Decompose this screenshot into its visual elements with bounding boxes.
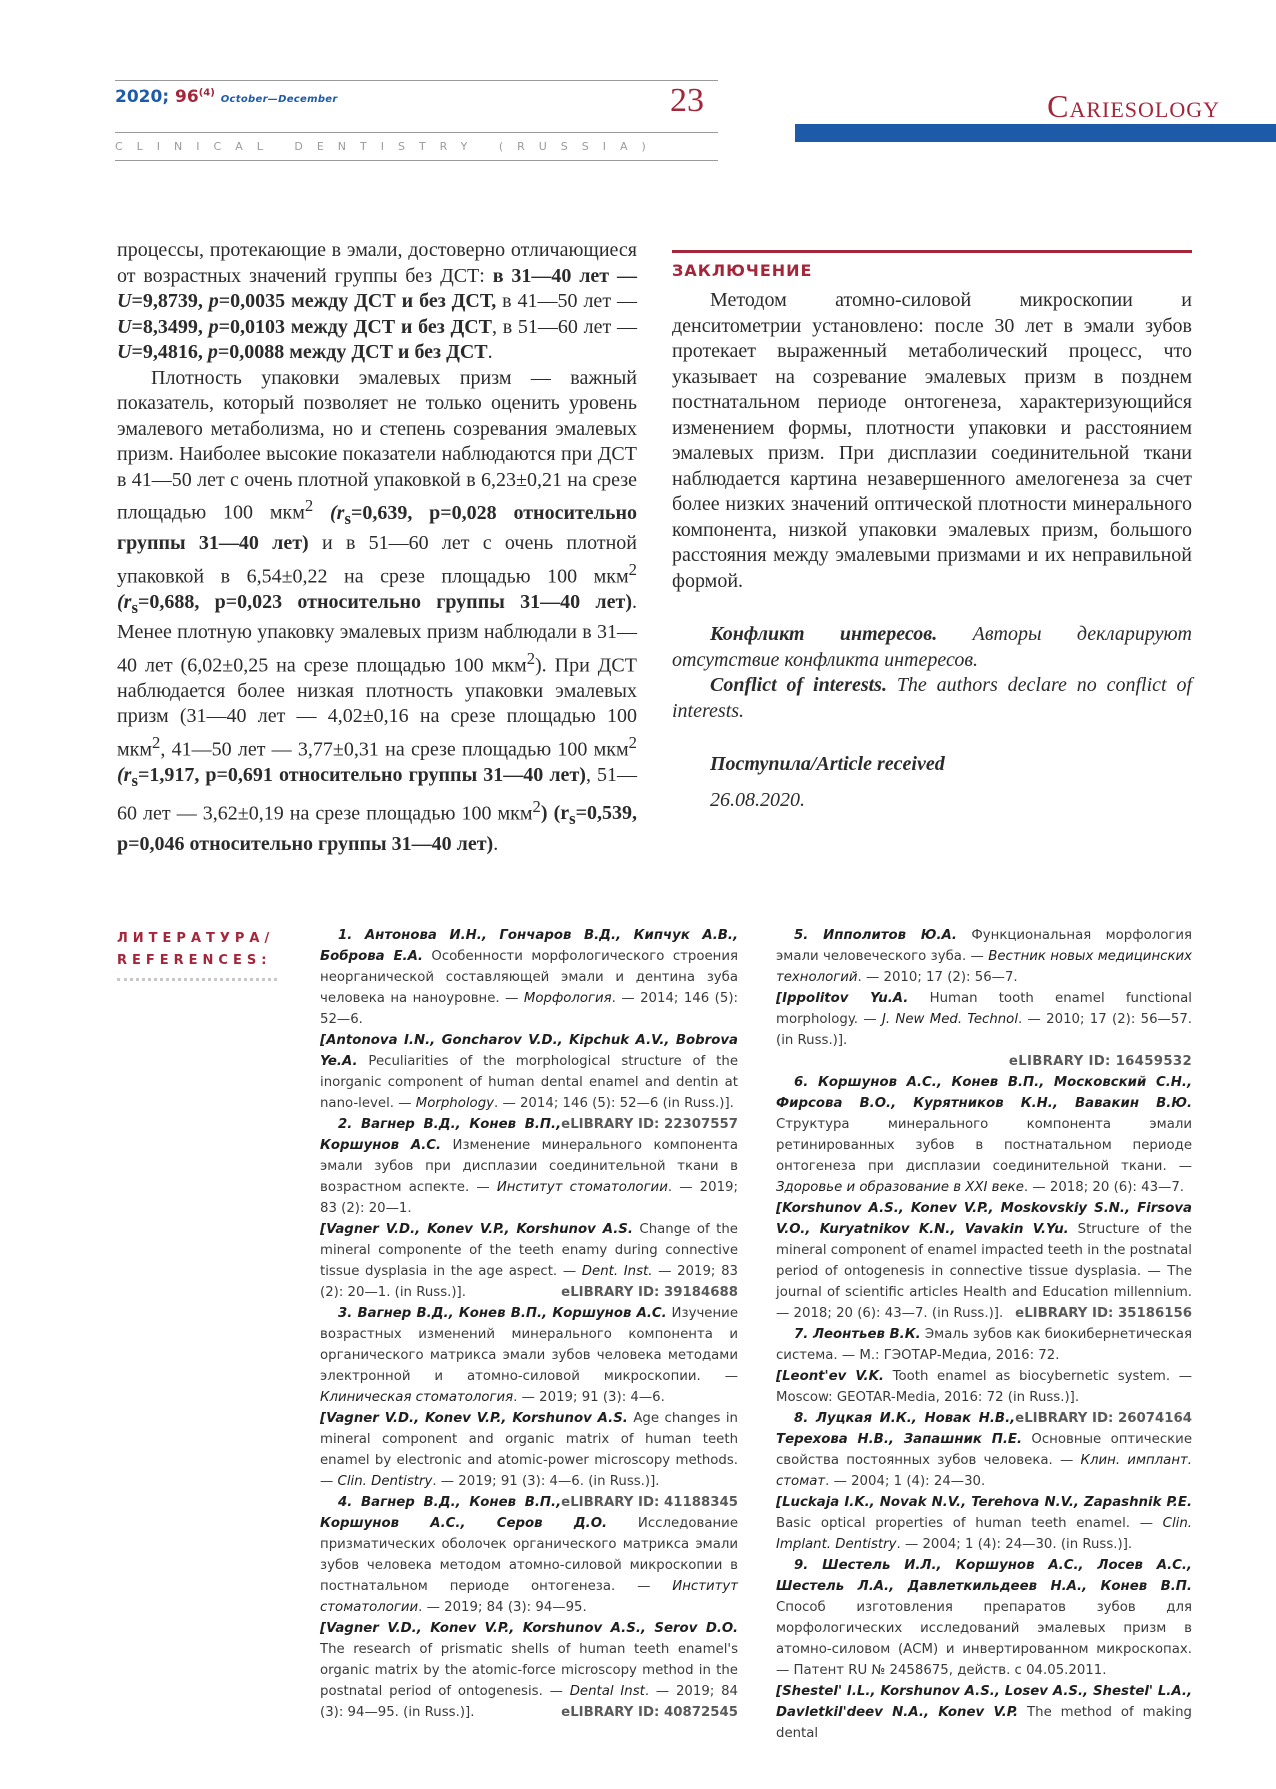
reference-6-en: [Korshunov A.S., Konev V.P., Moskovskiy S.N., Firsova V.O., Kuryatnikov K.N., Vavakin V.Yu. Structure of the mineral component of enamel impacted teeth in the postnatal period of ontogenesis in connective tissue dysplasia. — The journal of scientific articles Health and Education millennium. — 2018; 20 (6): 43—7. (in Russ.)]. eLIBRARY ID: 35186156 [776,1198,1192,1324]
issue-info [115,87,338,107]
section-title: Cariesology [1047,88,1220,124]
conclusion-title: ЗАКЛЮЧЕНИЕ [672,261,813,280]
p1-bold-3: U=9,4816, p=0,0088 между ДСТ и без ДСТ [117,341,488,363]
reference-2: 2. Вагнер В.Д., Конев В.П., Коршунов А.С. Изменение минерального компонента эмали зубов при дисплазии соединительной ткани в возрастном аспекте. — Институт стоматологии. — 2019; 83 (2): 20—1. [320,1117,738,1216]
issue-number: (4) [198,87,215,99]
reference-5: 5. Ипполитов Ю.А. Функциональная морфология эмали человеческого зуба. — Вестник новых медицинских технологий. — 2010; 17 (2): 56—7. [776,928,1192,985]
reference-8-en: [Luckaja I.K., Novak N.V., Terehova N.V., Zapashnik P.E. Basic optical properties of human teeth enamel. — Clin. Implant. Dentistry. — 2004; 1 (4): 24—30. (in Russ.)]. [776,1495,1192,1552]
reference-8: 8. Луцкая И.К., Новак Н.В., Терехова Н.В., Запашник П.Е. Основные оптические свойства постоянных зубов человека. — Клин. имплант. стомат. — 2004; 1 (4): 24—30. [776,1411,1192,1489]
elibrary-id: eLIBRARY ID: 40872545 [561,1705,738,1720]
received-block [672,752,1192,813]
reference-3-en: [Vagner V.D., Konev V.P., Korshunov A.S. Age changes in mineral component and organic matrix of human teeth enamel by electronic and atomic-power microscopy methods. — Clin. Dentistry. — 2019; 91 (3): 4—6. (in Russ.)]. eLIBRARY ID: 41188345 [320,1408,738,1492]
reference-1-en: [Antonova I.N., Goncharov V.D., Kipchuk A.V., Bobrova Ye.A. Peculiarities of the morphological structure of the inorganic component of human dental enamel and dentin at nano-level. — Morphology. — 2014; 146 (5): 52—6 (in Russ.)]. eLIBRARY ID: 22307557 [320,1030,738,1114]
reference-2-en: [Vagner V.D., Konev V.P., Korshunov A.S. Change of the mineral componente of the teeth enamy during connective tissue dysplasia in the age aspect. — Dent. Inst. — 2019; 83 (2): 20—1. (in Russ.)]. eLIBRARY ID: 39184688 [320,1219,738,1303]
page-number: 23 [670,82,704,119]
references-label [117,928,274,972]
reference-1: 1. Антонова И.Н., Гончаров В.Д., Кипчук А.В., Боброва Е.А. Особенности морфологического строения неорганической составляющей эмали и дентина зуба человека на наноуровне. — Морфология. — 2014; 146 (5): 52—6. [320,928,738,1027]
references-dots [117,978,277,981]
journal-name: CLINICAL DENTISTRY (RUSSIA) [115,140,660,153]
elibrary-id: eLIBRARY ID: 39184688 [561,1285,738,1300]
p1-text-2: в 41—50 лет — [496,290,637,312]
paragraph-1: процессы, протекающие в эмали, достоверно отличающиеся от возрастных значений группы без ДСТ: в 31—40 лет — U=9,8739, p=0,0035 между ДСТ и без ДСТ, в 41—50 лет — U=8,3499, p=0,0103 между ДСТ и без ДСТ, в 51—60 лет — U=9,4816, p=0,0088 между ДСТ и без ДСТ. [117,239,637,363]
elibrary-id: eLIBRARY ID: 22307557 [561,1117,738,1132]
conflict-ru: Конфликт интересов. Авторы декларируют отсутствие конфликта интересов. [672,623,1192,671]
elibrary-id: eLIBRARY ID: 16459532 [1008,1054,1192,1069]
section-bar [795,124,1276,142]
reference-3: 3. Вагнер В.Д., Конев В.П., Коршунов А.С. Изучение возрастных изменений минерального компонента и органического матрикса эмали зубов человека методами электронной и атомно-силовой микроскопии. — Клиническая стоматология. — 2019; 91 (3): 4—6. [320,1306,739,1405]
elibrary-id: eLIBRARY ID: 26074164 [1015,1411,1192,1426]
p1-bold-1: в 31—40 лет — U=9,8739, p=0,0035 между ДСТ и без ДСТ, [117,264,637,312]
reference-5-en: [Ippolitov Yu.A. Human tooth enamel functional morphology. — J. New Med. Technol. — 2010; 17 (2): 56—57. (in Russ.)]. [776,991,1193,1048]
conflict-block [672,622,1192,724]
reference-4: 4. Вагнер В.Д., Конев В.П., Коршунов А.С., Серов Д.О. Исследование призматических оболочек органического матрикса эмали зубов человека методом атомно-силовой микроскопии в постнатальном периоде онтогенеза. — Институт стоматологии. — 2019; 84 (3): 94—95. [320,1495,738,1615]
conflict-en: Conflict of interests. The authors declare no conflict of interests. [672,674,1192,722]
p1-text: процессы, протекающие в эмали, достоверно отличающиеся от возрастных значений группы без ДСТ: [117,239,637,287]
received-date: 26.08.2020. [710,788,805,811]
reference-6: 6. Коршунов А.С., Конев В.П., Московский С.Н., Фирсова В.О., Курятников К.Н., Вавакин В.Ю. Структура минерального компонента эмали ретинированных зубов в постнатальном периоде онтогенеза при дисплазии соединительной ткани. — Здоровье и образование в XXI веке. — 2018; 20 (6): 43—7. [776,1075,1192,1195]
conclusion-rule [672,250,1192,253]
references-label-en: REFERENCES: [117,953,272,968]
paragraph-2: Плотность упаковки эмалевых призм — важный показатель, который позволяет не только оценить уровень эмалевого метаболизма, но и степень созревания эмалевых призм. Наиболее высокие показатели наблюдаются при ДСТ в 41—50 лет с очень плотной упаковкой в 6,23±0,21 на срезе площадью 100 мкм$^2$ ($r_s=0,639$, p=0,028 относительно группы 31—40 лет) и в 51—60 лет с очень плотной упаковкой в 6,54±0,22 на срезе площадью 100 мкм$^2$ ($r_s=0,688$, p=0,023 относительно группы 31—40 лет). Менее плотную упаковку эмалевых призм наблюдали в 31—40 лет (6,02±0,25 на срезе площадью 100 мкм$^2$). При ДСТ наблюдается более низкая плотность упаковки эмалевых призм (31—40 лет — 4,02±0,16 на срезе площадью 100 мкм$^2$, 41—50 лет — 3,77±0,31 на срезе площадью 100 мкм$^2$ ($r_s=1,917$, p=0,691 относительно группы 31—40 лет), 51—60 лет — 3,62±0,19 на срезе площадью 100 мкм$^2$) ($r_s=0,539$, p=0,046 относительно группы 31—40 лет). [117,366,638,855]
reference-4-en: [Vagner V.D., Konev V.P., Korshunov A.S., Serov D.O. The research of prismatic shells of human teeth enamel's organic matrix by the atomic-force microscopy method in the postnatal period of ontogenesis. — Dental Inst. — 2019; 84 (3): 94—95. (in Russ.)]. eLIBRARY ID: 40872545 [320,1618,738,1723]
left-column [117,238,637,857]
header-mid-rule [115,132,718,133]
elibrary-id: eLIBRARY ID: 41188345 [561,1495,738,1510]
references-column-2 [776,925,1192,1744]
reference-9-en: [Shestel' I.L., Korshunov A.S., Losev A.S., Shestel' L.A., Davletkil'deev N.A., Konev V.P. The method of making dental [776,1684,1192,1741]
elibrary-id: eLIBRARY ID: 35186156 [1015,1306,1192,1321]
references-label-ru: ЛИТЕРАТУРА/ [117,931,275,946]
received-label: Поступила/Article received [710,753,945,775]
reference-9: 9. Шестель И.Л., Коршунов А.С., Лосев А.С., Шестель Л.А., Давлеткильдеев Н.А., Конев В.П. Способ изготовления препаратов зубов для морфологических исследований эмалевых призм в атомно-силовом (АСМ) и инвертированном микроскопах. — Патент RU № 2458675, действ. с 04.05.2011. [776,1558,1192,1678]
p1-text-3: , в 51—60 лет — [492,315,637,338]
reference-7: 7. Леонтьев В.К. Эмаль зубов как биокибернетическая система. — М.: ГЭОТАР-Медиа, 2016: 72. [776,1327,1192,1363]
reference-7-en: [Leont'ev V.K. Tooth enamel as biocybernetic system. — Moscow: GEOTAR-Media, 2016: 72 (in Russ.)]. eLIBRARY ID: 26074164 [776,1366,1192,1408]
header-top-rule [115,80,718,81]
conclusion-text: Методом атомно-силовой микроскопии и денситометрии установлено: после 30 лет в эмали зубов протекает выраженный метаболический процесс, что указывает на созревание эмалевых призм в позднем постнатальном периоде онтогенеза, характеризующийся изменением формы, плотности упаковки и расстоянием эмалевых призм. При дисплазии соединительной ткани наблюдается картина незавершенного амелогенеза за счет более низких значений оптической плотности минерального компонента, низкой упаковки эмалевых призм, большого расстояния между эмалевыми призмами и их неправильной формой. [672,289,1192,592]
issue-volume: 96 [175,87,199,107]
issue-year: 2020; [115,87,170,107]
references-column-1 [320,925,738,1723]
issue-months: October—December [220,94,338,105]
header-bottom-rule [115,160,718,161]
right-column [672,250,1192,813]
p1-bold-2: U=8,3499, p=0,0103 между ДСТ и без ДСТ [117,315,493,338]
